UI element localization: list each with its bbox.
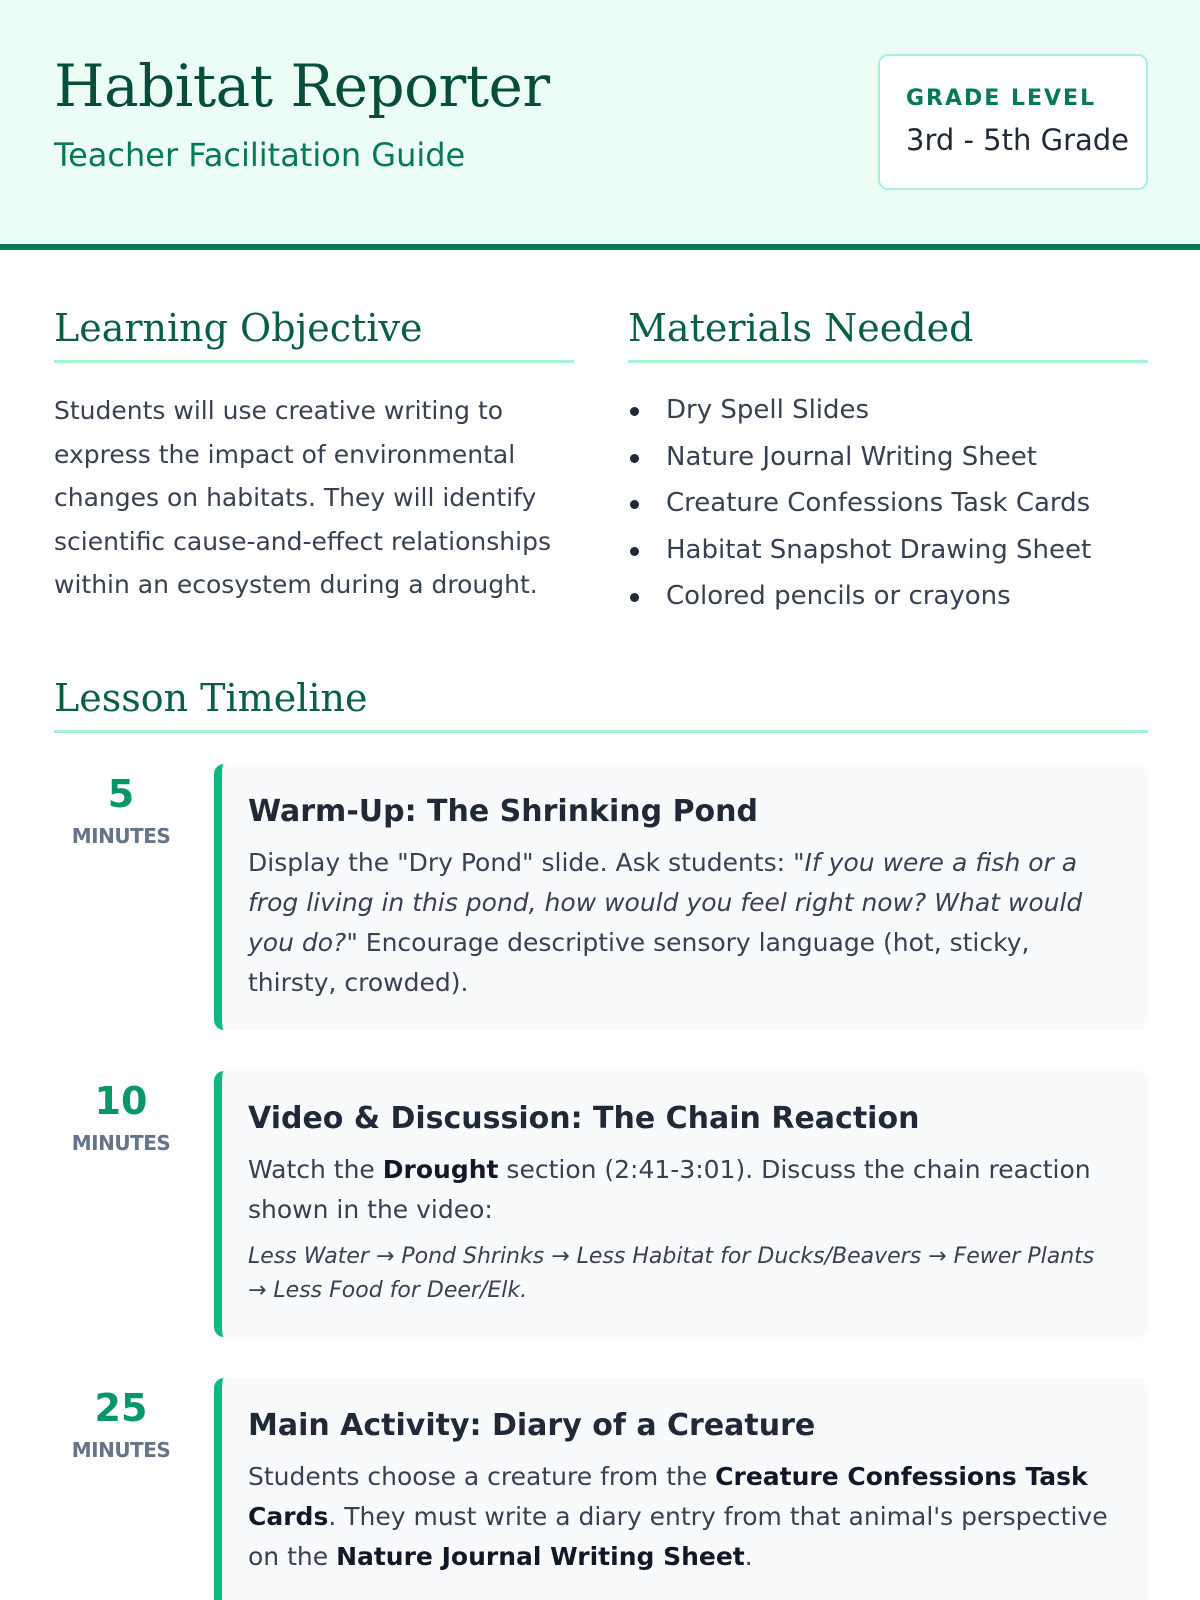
materials-list xyxy=(628,387,1148,620)
learning-objective-section xyxy=(54,306,574,607)
step-text: section (2:41-3:01). Discuss the chain reaction shown in the video: xyxy=(248,1155,1091,1224)
step-text: Encourage descriptive sensory language (hot, sticky, thirsty, crowded). xyxy=(248,928,1030,997)
step-text: Display the "Dry Pond" slide. Ask students: xyxy=(248,848,794,877)
grade-level-card xyxy=(878,54,1148,190)
step-minutes: 25 xyxy=(94,1386,148,1430)
step-text: Students choose a creature from the xyxy=(248,1462,716,1491)
step-title: Warm-Up: The Shrinking Pond xyxy=(248,794,758,829)
step-title: Video & Discussion: The Chain Reaction xyxy=(248,1101,920,1136)
grade-level-label: GRADE LEVEL xyxy=(906,86,1097,111)
lesson-timeline-header xyxy=(54,676,1148,733)
step-bold-text: Drought xyxy=(382,1155,499,1184)
step-card xyxy=(214,764,1148,1030)
step-title: Main Activity: Diary of a Creature xyxy=(248,1408,816,1443)
list-item: Habitat Snapshot Drawing Sheet xyxy=(628,527,1148,574)
grade-level-value: 3rd - 5th Grade xyxy=(906,123,1130,157)
step-minutes: 5 xyxy=(107,772,135,816)
step-minutes: 10 xyxy=(94,1079,148,1123)
step-unit: MINUTES xyxy=(71,1438,171,1462)
list-item: Nature Journal Writing Sheet xyxy=(628,434,1148,481)
materials-section xyxy=(628,306,1148,620)
step-description xyxy=(248,1457,1118,1577)
step-text: . xyxy=(744,1542,753,1571)
list-item: Dry Spell Slides xyxy=(628,387,1148,434)
step-duration xyxy=(54,1386,188,1462)
chain-reaction-text: Less Water → Pond Shrinks → Less Habitat for Ducks/Beavers → Fewer Plants → Less Food for Deer/Elk. xyxy=(248,1244,1095,1303)
learning-objective-heading: Learning Objective xyxy=(54,306,574,363)
step-bold-text: Nature Journal Writing Sheet xyxy=(336,1542,745,1571)
step-text: . They must write a diary entry from that animal's perspective on the xyxy=(248,1502,1108,1571)
page-header xyxy=(0,0,1200,250)
step-unit: MINUTES xyxy=(71,824,171,848)
step-quote: "If you were a fish or a frog living in this pond, how would you feel right now? What would you do?" xyxy=(248,848,1083,957)
step-unit: MINUTES xyxy=(71,1131,171,1155)
list-item: Creature Confessions Task Cards xyxy=(628,480,1148,527)
page-title: Habitat Reporter xyxy=(54,52,550,120)
step-bold-text: Creature Confessions Task Cards xyxy=(248,1462,1088,1531)
lesson-timeline-heading: Lesson Timeline xyxy=(54,676,1148,733)
step-description xyxy=(248,843,1118,1003)
step-duration xyxy=(54,772,188,848)
learning-objective-text: Students will use creative writing to express the impact of environmental changes on habitats. They will identify scientific cause-and-effect relationships within an ecosystem during a drought. xyxy=(54,396,551,599)
materials-heading: Materials Needed xyxy=(628,306,1148,363)
step-duration xyxy=(54,1079,188,1155)
step-description xyxy=(248,1150,1118,1230)
page-subtitle: Teacher Facilitation Guide xyxy=(54,136,466,174)
step-card xyxy=(214,1071,1148,1337)
step-text: Watch the xyxy=(248,1155,383,1184)
list-item: Colored pencils or crayons xyxy=(628,573,1148,620)
step-card xyxy=(214,1378,1148,1600)
